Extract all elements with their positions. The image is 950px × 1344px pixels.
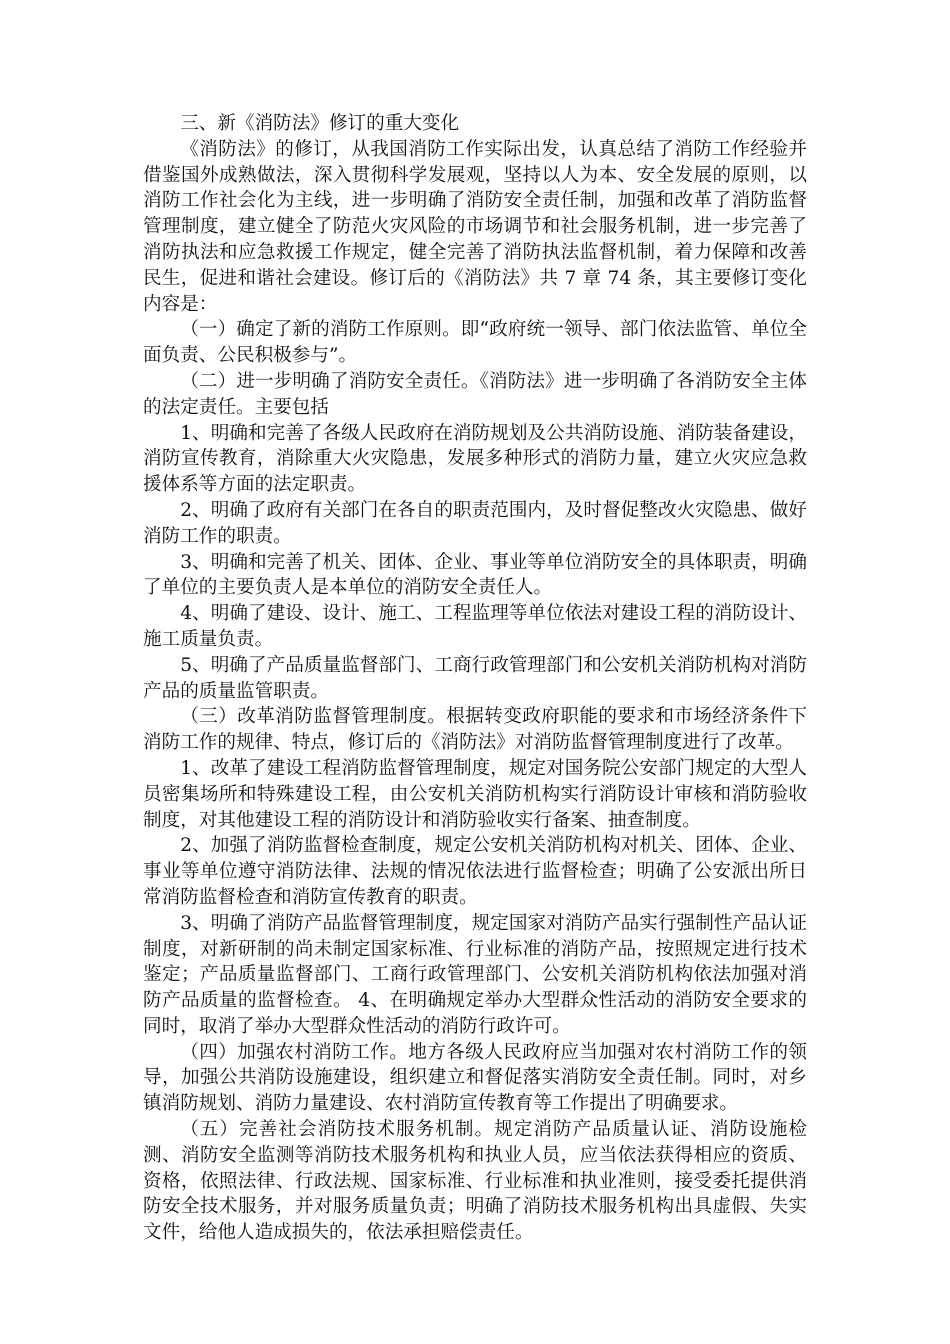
paragraph-point-2-item-2: 2、明确了政府有关部门在各自的职责范围内，及时督促整改火灾隐患、做好消防工作的职责。 <box>143 499 807 547</box>
paragraph-point-2: （二）进一步明确了消防安全责任。《消防法》进一步明确了各消防安全主体的法定责任。主要包括 <box>143 370 807 418</box>
paragraph-point-3: （三）改革消防监督管理制度。根据转变政府职能的要求和市场经济条件下消防工作的规律、特点，修订后的《消防法》对消防监督管理制度进行了改革。 <box>143 706 807 754</box>
paragraph-point-3-item-3: 3、明确了消防产品监督管理制度，规定国家对消防产品实行强制性产品认证制度，对新研制的尚未制定国家标准、行业标准的消防产品，按照规定进行技术鉴定；产品质量监督部门、工商行政管理部门、公安机关消防机构依法加强对消防产品质量的监督检查。 4、在明确规定举办大型群众性活动的消防安全要求的同时，取消了举办大型群众性活动的消防行政许可。 <box>143 912 807 1037</box>
document-body <box>143 111 807 1246</box>
paragraph-point-2-item-1: 1、明确和完善了各级人民政府在消防规划及公共消防设施、消防装备建设，消防宣传教育，消除重大火灾隐患，发展多种形式的消防力量，建立火灾应急救援体系等方面的法定职责。 <box>143 422 807 496</box>
section-heading: 三、新《消防法》修订的重大变化 <box>180 113 460 134</box>
paragraph-point-3-item-1: 1、改革了建设工程消防监督管理制度，规定对国务院公安部门规定的大型人员密集场所和特殊建设工程，由公安机关消防机构实行消防设计审核和消防验收制度，对其他建设工程的消防设计和消防验收实行备案、抽查制度。 <box>143 757 807 831</box>
paragraph-point-2-item-5: 5、明确了产品质量监督部门、工商行政管理部门和公安机关消防机构对消防产品的质量监管职责。 <box>143 654 807 702</box>
paragraph-point-5: （五）完善社会消防技术服务机制。规定消防产品质量认证、消防设施检测、消防安全监测等消防技术服务机构和执业人员，应当依法获得相应的资质、资格，依照法律、行政法规、国家标准、行业标准和执业准则，接受委托提供消防安全技术服务，并对服务质量负责；明确了消防技术服务机构出具虚假、失实文件，给他人造成损失的，依法承担赔偿责任。 <box>143 1119 807 1244</box>
paragraph-point-3-item-2: 2、加强了消防监督检查制度，规定公安机关消防机构对机关、团体、企业、事业等单位遵守消防法律、法规的情况依法进行监督检查；明确了公安派出所日常消防监督检查和消防宣传教育的职责。 <box>143 835 807 908</box>
paragraph-point-1: （一）确定了新的消防工作原则。即“政府统一领导、部门依法监管、单位全面负责、公民积极参与”。 <box>143 319 807 367</box>
paragraph-point-2-item-4: 4、明确了建设、设计、施工、工程监理等单位依法对建设工程的消防设计、施工质量负责。 <box>143 603 807 650</box>
paragraph-intro: 《消防法》的修订，从我国消防工作实际出发，认真总结了消防工作经验并借鉴国外成熟做法，深入贯彻科学发展观，坚持以人为本、安全发展的原则，以消防工作社会化为主线，进一步明确了消防安全责任制，加强和改革了消防监督管理制度，建立健全了防范火灾风险的市场调节和社会服务机制，进一步完善了消防执法和应急救援工作规定，健全完善了消防执法监督机制，着力保障和改善民生，促进和谐社会建设。修订后的《消防法》共 7 章 74 条，其主要修订变化内容是： <box>143 138 807 315</box>
paragraph-point-2-item-3: 3、明确和完善了机关、团体、企业、事业等单位消防安全的具体职责，明确了单位的主要负责人是本单位的消防安全责任人。 <box>143 551 807 599</box>
paragraph-point-4: （四）加强农村消防工作。地方各级人民政府应当加强对农村消防工作的领导，加强公共消防设施建设，组织建立和督促落实消防安全责任制。同时，对乡镇消防规划、消防力量建设、农村消防宣传教育等工作提出了明确要求。 <box>143 1041 807 1115</box>
